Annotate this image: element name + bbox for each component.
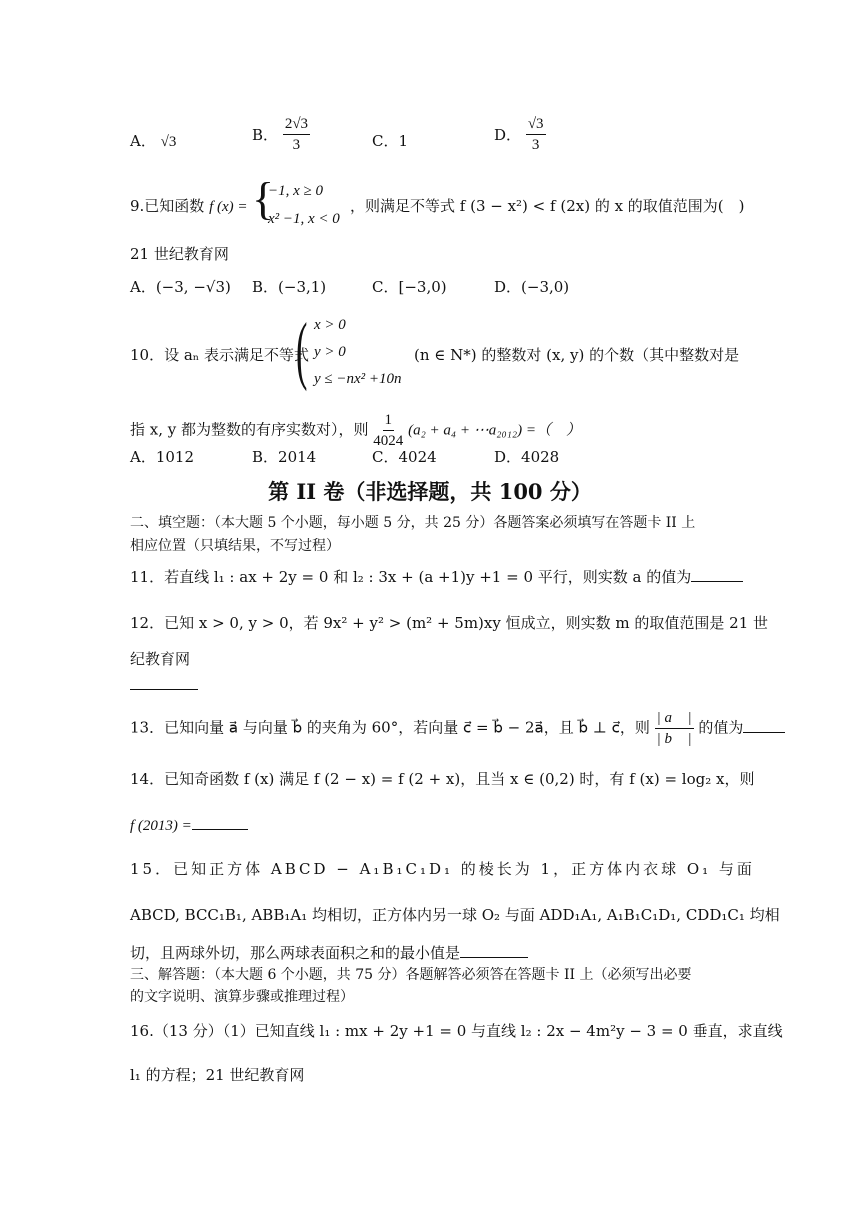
q10-condition-1: x > 0 xyxy=(314,317,346,333)
option-text: C．1 xyxy=(372,132,409,150)
q9-function: f (x) = xyxy=(209,199,248,215)
answer-blank xyxy=(460,943,528,958)
fraction-denominator: 3 xyxy=(292,137,301,153)
option-letter: D． xyxy=(494,126,522,144)
q8-option-a xyxy=(130,130,176,151)
answer-blank xyxy=(192,815,248,830)
q9-suffix: ，则满足不等式 f (3 − x²) < f (2x) 的 x 的取值范围为( ) xyxy=(350,197,745,215)
q10-prefix: 10．设 aₙ 表示满足不等式 xyxy=(130,346,310,364)
fraction xyxy=(283,114,310,155)
q8-option-b xyxy=(252,114,310,155)
q9-option-c: C．[−3,0) xyxy=(372,278,447,296)
q10-option-b: B．2014 xyxy=(252,448,317,466)
fraction-denominator: 4024 xyxy=(373,433,404,449)
q11 xyxy=(130,566,743,588)
fraction xyxy=(526,114,546,155)
solve-intro-line-2: 的文字说明、演算步骤或推理过程） xyxy=(130,989,354,1005)
fraction xyxy=(655,708,694,749)
q9-option-b: B．(−3,1) xyxy=(252,278,327,296)
q10-brace: ( xyxy=(296,308,308,392)
answer-blank xyxy=(743,718,785,733)
q16-line-1: 16.（13 分）（1）已知直线 l₁ : mx + 2y +1 = 0 与直线 l₂ : 2x − 4m²y − 3 = 0 垂直，求直线 xyxy=(130,1022,783,1040)
q9-brace: { xyxy=(252,173,275,224)
q12-line-1: 12．已知 x > 0, y > 0，若 9x² + y² > (m² + 5m)xy 恒成立，则实数 m 的取值范围是 21 世 xyxy=(130,614,769,632)
fraction-numerator: 1 xyxy=(383,410,395,431)
q15-line-3 xyxy=(130,942,528,964)
q15-line-2: ABCD, BCC₁B₁, ABB₁A₁ 均相切，正方体内另一球 O₂ 与面 ADD₁A₁, A₁B₁C₁D₁, CDD₁C₁ 均相 xyxy=(130,906,780,924)
fill-intro-line-2: 相应位置（只填结果，不写过程） xyxy=(130,538,340,554)
watermark-text: 21 世纪教育网 xyxy=(130,245,229,263)
section-title: 第 II 卷（非选择题，共 100 分） xyxy=(268,479,592,504)
q12-line-2: 纪教育网 xyxy=(130,650,191,668)
fill-intro-line-1: 二、填空题：（本大题 5 个小题，每小题 5 分，共 25 分）各题答案必须填写在答题卡 II 上 xyxy=(130,515,696,531)
q8-option-d xyxy=(494,114,546,155)
fraction xyxy=(373,410,403,451)
fraction-denominator: 3 xyxy=(531,137,540,153)
q14-text: f (2013) = xyxy=(130,818,192,834)
q14-line-2 xyxy=(130,814,248,837)
fraction-numerator: √3 xyxy=(526,114,546,135)
fraction-denominator: | b⃗ | xyxy=(656,731,692,747)
q13-suffix: 的值为 xyxy=(698,718,744,737)
q10-line2-suffix: (a₂ + a₄ + ⋯a₂₀₁₂) =（ ） xyxy=(408,422,581,439)
q9-label: 9.已知函数 xyxy=(130,197,205,215)
option-letter: A． xyxy=(130,132,156,150)
q13-text: 13．已知向量 a⃗ 与向量 b⃗ 的夹角为 60°，若向量 c⃗ = b⃗ − 2a⃗，且 b⃗ ⊥ c⃗，则 xyxy=(130,718,650,737)
q9-prefix xyxy=(130,195,248,218)
fraction-numerator: | a⃗ | xyxy=(655,708,694,729)
q11-text: 11．若直线 l₁ : ax + 2y = 0 和 l₂ : 3x + (a +1)y +1 = 0 平行，则实数 a 的值为 xyxy=(130,568,692,586)
q15-text: 切，且两球外切，那么两球表面积之和的最小值是 xyxy=(130,944,461,962)
q10-condition-2: y > 0 xyxy=(314,344,346,360)
q12-blank-line xyxy=(130,674,198,696)
q15-line-1: 15．已知正方体 ABCD − A₁B₁C₁D₁ 的棱长为 1，正方体内衣球 O₁ 与面 xyxy=(130,860,755,878)
q9-case-2: x² −1, x < 0 xyxy=(268,211,340,227)
q10-option-c: C．4024 xyxy=(372,448,437,466)
answer-blank xyxy=(130,675,198,690)
q14-line-1: 14．已知奇函数 f (x) 满足 f (2 − x) = f (2 + x)，且当 x ∈ (0,2) 时，有 f (x) = log₂ x，则 xyxy=(130,770,755,788)
option-letter: B． xyxy=(252,126,279,144)
q16-line-2: l₁ 的方程；21 世纪教育网 xyxy=(130,1066,305,1084)
answer-blank xyxy=(691,567,743,582)
q10-option-d: D．4028 xyxy=(494,448,560,466)
option-value: √3 xyxy=(160,134,177,150)
q10-option-a: A．1012 xyxy=(130,448,195,466)
q9-option-d: D．(−3,0) xyxy=(494,278,570,296)
q10-suffix: (n ∈ N*) 的整数对 (x, y) 的个数（其中整数对是 xyxy=(414,346,740,364)
q9-option-a: A．(−3, −√3) xyxy=(130,278,231,296)
q9-case-1: −1, x ≥ 0 xyxy=(268,183,324,199)
q13 xyxy=(130,708,785,749)
q10-condition-3: y ≤ −nx² +10n xyxy=(314,371,402,387)
q10-line2 xyxy=(130,410,581,451)
q8-option-c xyxy=(372,130,408,151)
q10-line2-prefix: 指 x, y 都为整数的有序实数对），则 xyxy=(130,420,369,439)
solve-intro-line-1: 三、解答题：（本大题 6 个小题，共 75 分）各题解答必须答在答题卡 II 上（必须写出必要 xyxy=(130,967,692,983)
fraction-numerator: 2√3 xyxy=(283,114,310,135)
